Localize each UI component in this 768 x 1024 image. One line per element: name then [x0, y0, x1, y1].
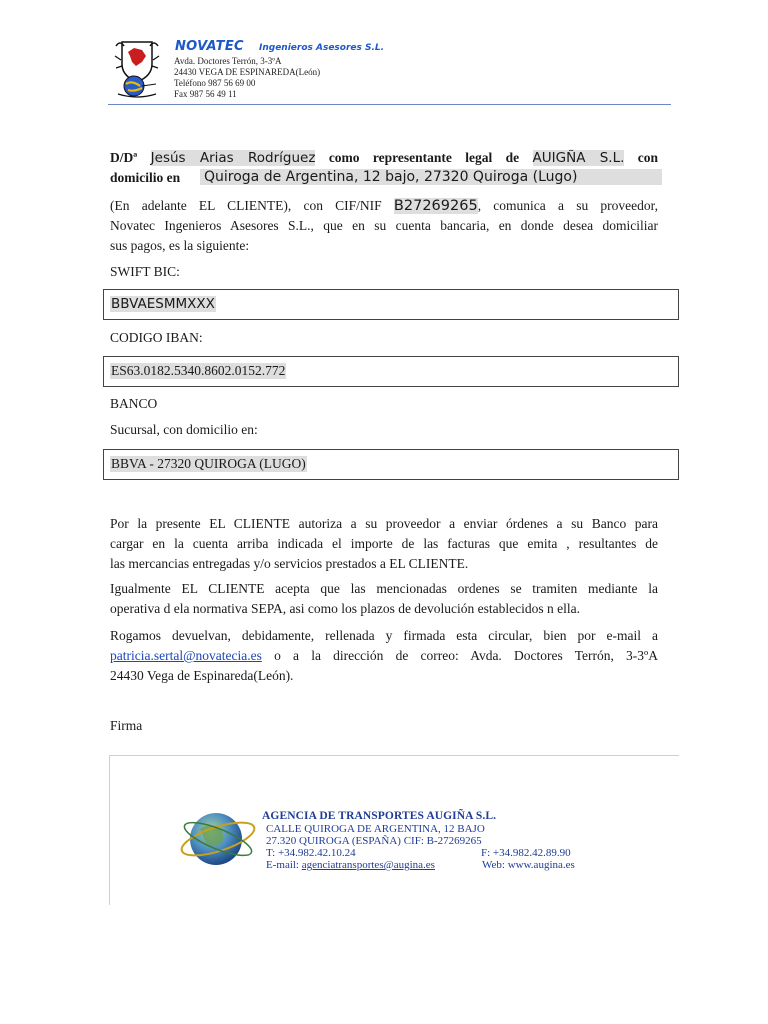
paragraph-sepa [110, 579, 658, 619]
agency-web: Web: www.augina.es [482, 859, 575, 871]
novatec-logo [112, 36, 162, 100]
address-line-1: Avda. Doctores Terrón, 3-3ºA [174, 56, 282, 66]
p3-line1: Igualmente EL CLIENTE acepta que las mencionadas ordenes se tramiten mediante la [110, 581, 658, 596]
swift-field[interactable] [103, 289, 679, 320]
intro-suffix: con [637, 150, 659, 165]
globe-logo [178, 803, 258, 873]
agency-city: 27.320 QUIROGA (ESPAÑA) CIF: B-27269265 [266, 835, 482, 847]
agency-email-label: E-mail: [266, 859, 299, 871]
p2-line3: las mercancias entregadas y/o servicios prestados a EL CLIENTE. [110, 556, 469, 571]
banco-label: BANCO [110, 396, 158, 411]
agency-email-line [266, 859, 435, 871]
iban-value: ES63.0182.5340.8602.0152.772 [111, 363, 286, 378]
branch-label: Sucursal, con domicilio en: [110, 422, 258, 437]
company-subtitle: Ingenieros Asesores S.L. [259, 43, 385, 53]
p1-pre: (En adelante EL CLIENTE), con CIF/NIF [110, 198, 382, 213]
contact-email-link[interactable]: patricia.sertal@novatecia.es [110, 648, 262, 663]
iban-field[interactable] [103, 356, 679, 387]
p3-line2: operativa d ela normativa SEPA, asi como los plazos de devolución establecidos n ella. [110, 601, 581, 616]
representative-name: Jesús Arias Rodríguez [150, 150, 316, 166]
header-divider [108, 104, 671, 105]
p4-line3: 24430 Vega de Espinareda(León). [110, 668, 294, 683]
swift-value: BBVAESMMXXX [111, 296, 215, 312]
domicile-label: domicilio en [110, 170, 181, 185]
agency-email: agenciatransportes@augina.es [301, 859, 435, 871]
paragraph-rogamos [110, 626, 658, 686]
swift-label: SWIFT BIC: [110, 264, 180, 279]
agency-fax: F: +34.982.42.89.90 [481, 847, 571, 859]
fax-line: Fax 987 56 49 11 [174, 89, 237, 99]
p1-line3: sus pagos, es la siguiente: [110, 238, 250, 253]
paragraph-cliente [110, 196, 658, 256]
intro-middle: como representante legal de [328, 150, 520, 165]
p4-line1: Rogamos devuelvan, debidamente, rellenada y firmada esta circular, bien por e-mail a [110, 628, 658, 643]
company-name: NOVATEC [175, 39, 244, 54]
p2-line1: Por la presente EL CLIENTE autoriza a su proveedor a enviar órdenes a su Banco para [110, 516, 658, 531]
agency-address: CALLE QUIROGA DE ARGENTINA, 12 BAJO [266, 823, 485, 835]
p4-line2: o a la dirección de correo: Avda. Doctores Terrón, 3-3ºA [274, 648, 658, 663]
p1-line2: Novatec Ingenieros Asesores S.L., que en su cuenta bancaria, en donde desea domiciliar [110, 218, 658, 233]
iban-label: CODIGO IBAN: [110, 330, 203, 345]
p2-line2: cargar en la cuenta arriba indicada el importe de las facturas que emita , resultantes de [110, 536, 658, 551]
intro-prefix: D/Dª [110, 150, 138, 165]
domicile-value: Quiroga de Argentina, 12 bajo, 27320 Quiroga (Lugo) [200, 169, 662, 185]
address-line-2: 24430 VEGA DE ESPINAREDA(León) [174, 67, 321, 77]
branch-field[interactable] [103, 449, 679, 480]
client-company: AUIGÑA S.L. [532, 150, 625, 166]
intro-paragraph [110, 148, 658, 168]
signature-label: Firma [110, 718, 143, 733]
cif-value: B27269265 [393, 198, 478, 214]
phone-line: Teléfono 987 56 69 00 [174, 78, 256, 88]
p1-post: , comunica a su proveedor, [477, 198, 658, 213]
paragraph-autoriza [110, 514, 658, 574]
branch-value: BBVA - 27320 QUIROGA (LUGO) [111, 456, 306, 471]
agency-title: AGENCIA DE TRANSPORTES AUGIÑA S.L. [262, 810, 497, 822]
agency-phone: T: +34.982.42.10.24 [266, 847, 356, 859]
